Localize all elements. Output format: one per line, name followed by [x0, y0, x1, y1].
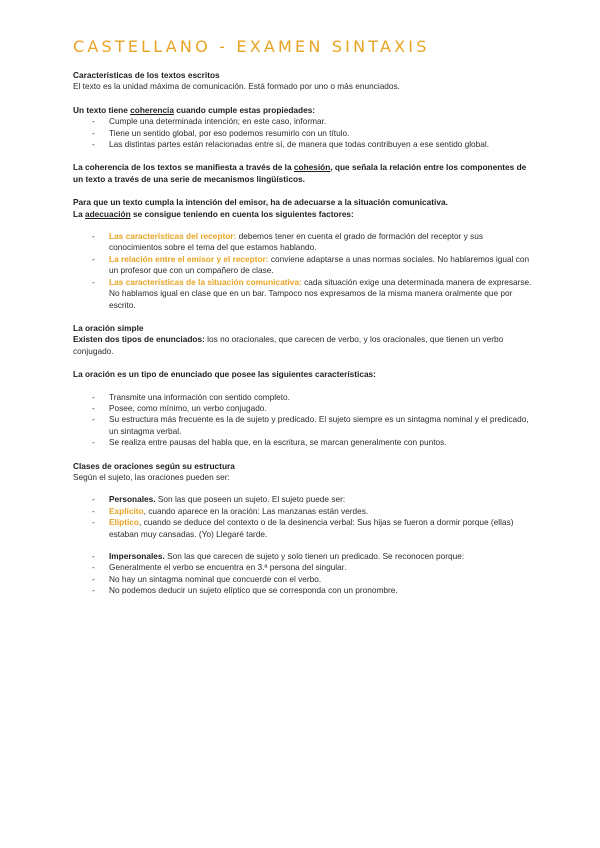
section-heading-caracteristicas: Características de los textos escritos: [73, 70, 220, 80]
clases-heading: Clases de oraciones según su estructura: [73, 460, 235, 471]
coherencia-term: coherencia: [130, 104, 174, 115]
coherencia-heading: Un texto tiene coherencia cuando cumple estas propiedades:: [73, 104, 316, 115]
list-item: - Generalmente el verbo se encuentra en 3.ª persona del singular.: [73, 562, 533, 573]
page-title: CASTELLANO - EXAMEN SINTAXIS: [73, 37, 430, 56]
list-item: - No hay un sintagma nominal que concuerde con el verbo.: [73, 574, 533, 585]
oracion-caract-list: [73, 392, 533, 449]
oracion-simple-text: Existen dos tipos de enunciados: los no oracionales, que carecen de verbo, y los oracionales, que tienen un verbo conjugado.: [73, 334, 504, 356]
list-item: - Personales. Son las que poseen un sujeto. El sujeto puede ser:: [73, 494, 533, 505]
list-item: - Se realiza entre pausas del habla que, en la escritura, se marcan generalmente con puntos.: [73, 437, 533, 448]
list-item: - Explícito, cuando aparece en la oración: Las manzanas están verdes.: [73, 506, 533, 517]
list-item: - Impersonales. Son las que carecen de sujeto y solo tienen un predicado. Se reconocen porque:: [73, 551, 533, 562]
list-item: - Las características de la situación comunicativa: cada situación exige una determinada manera de expresarse. No hablamos igual en clase que en un bar. Tampoco nos expresamos de la misma manera oralmente que por escrito.: [73, 277, 533, 311]
list-item: - Tiene un sentido global, por eso podemos resumirlo con un título.: [73, 128, 533, 139]
adecuacion-term: adecuación: [85, 208, 131, 219]
cohesion-term: cohesión: [293, 162, 331, 173]
list-item: - Posee, como mínimo, un verbo conjugado.: [73, 403, 533, 414]
coherencia-list: [73, 116, 533, 150]
adecuacion-heading: La adecuación se consigue teniendo en cuenta los siguientes factores:: [73, 208, 354, 219]
caracteristicas-text: El texto es la unidad máxima de comunicación. Está formado por uno o más enunciados.: [73, 81, 400, 92]
list-item: - Las características del receptor: debemos tener en cuenta el grado de formación del receptor y sus conocimientos sobre el tema del que estamos hablando.: [73, 231, 533, 254]
adecuacion-list: [73, 231, 533, 311]
personales-list: [73, 494, 533, 540]
document-body: [73, 70, 533, 597]
oracion-simple-heading: La oración simple: [73, 322, 144, 333]
list-item: - Su estructura más frecuente es la de sujeto y predicado. El sujeto siempre es un sintagma nominal y el predicado, un sintagma verbal.: [73, 414, 533, 437]
list-item: - No podemos deducir un sujeto elíptico que se corresponda con un pronombre.: [73, 585, 533, 596]
adecuacion-intro: Para que un texto cumpla la intención del emisor, ha de adecuarse a la situación comunicativa.: [73, 197, 448, 208]
list-item: - Las distintas partes están relacionadas entre sí, de manera que todas contribuyen a ese sentido global.: [73, 139, 533, 150]
list-item: - Cumple una determinada intención; en este caso, informar.: [73, 116, 533, 127]
list-item: - La relación entre el emisor y el receptor: conviene adaptarse a unas normas sociales. No hablaremos igual con un profesor que con un compañero de clase.: [73, 254, 533, 277]
list-item: - Elíptico, cuando se deduce del contexto o de la desinencia verbal: Sus hijas se fueron a dormir porque (ellas) estaban muy cansadas. (Yo) Llegaré tarde.: [73, 517, 533, 540]
impersonales-list: [73, 551, 533, 597]
clases-intro: Según el sujeto, las oraciones pueden ser:: [73, 471, 230, 482]
cohesion-paragraph: La coherencia de los textos se manifiesta a través de la cohesión, que señala la relación entre los componentes de un texto a través de una serie de mecanismos lingüísticos.: [73, 162, 527, 184]
oracion-caract-heading: La oración es un tipo de enunciado que posee las siguientes características:: [73, 369, 376, 380]
list-item: - Transmite una información con sentido completo.: [73, 392, 533, 403]
